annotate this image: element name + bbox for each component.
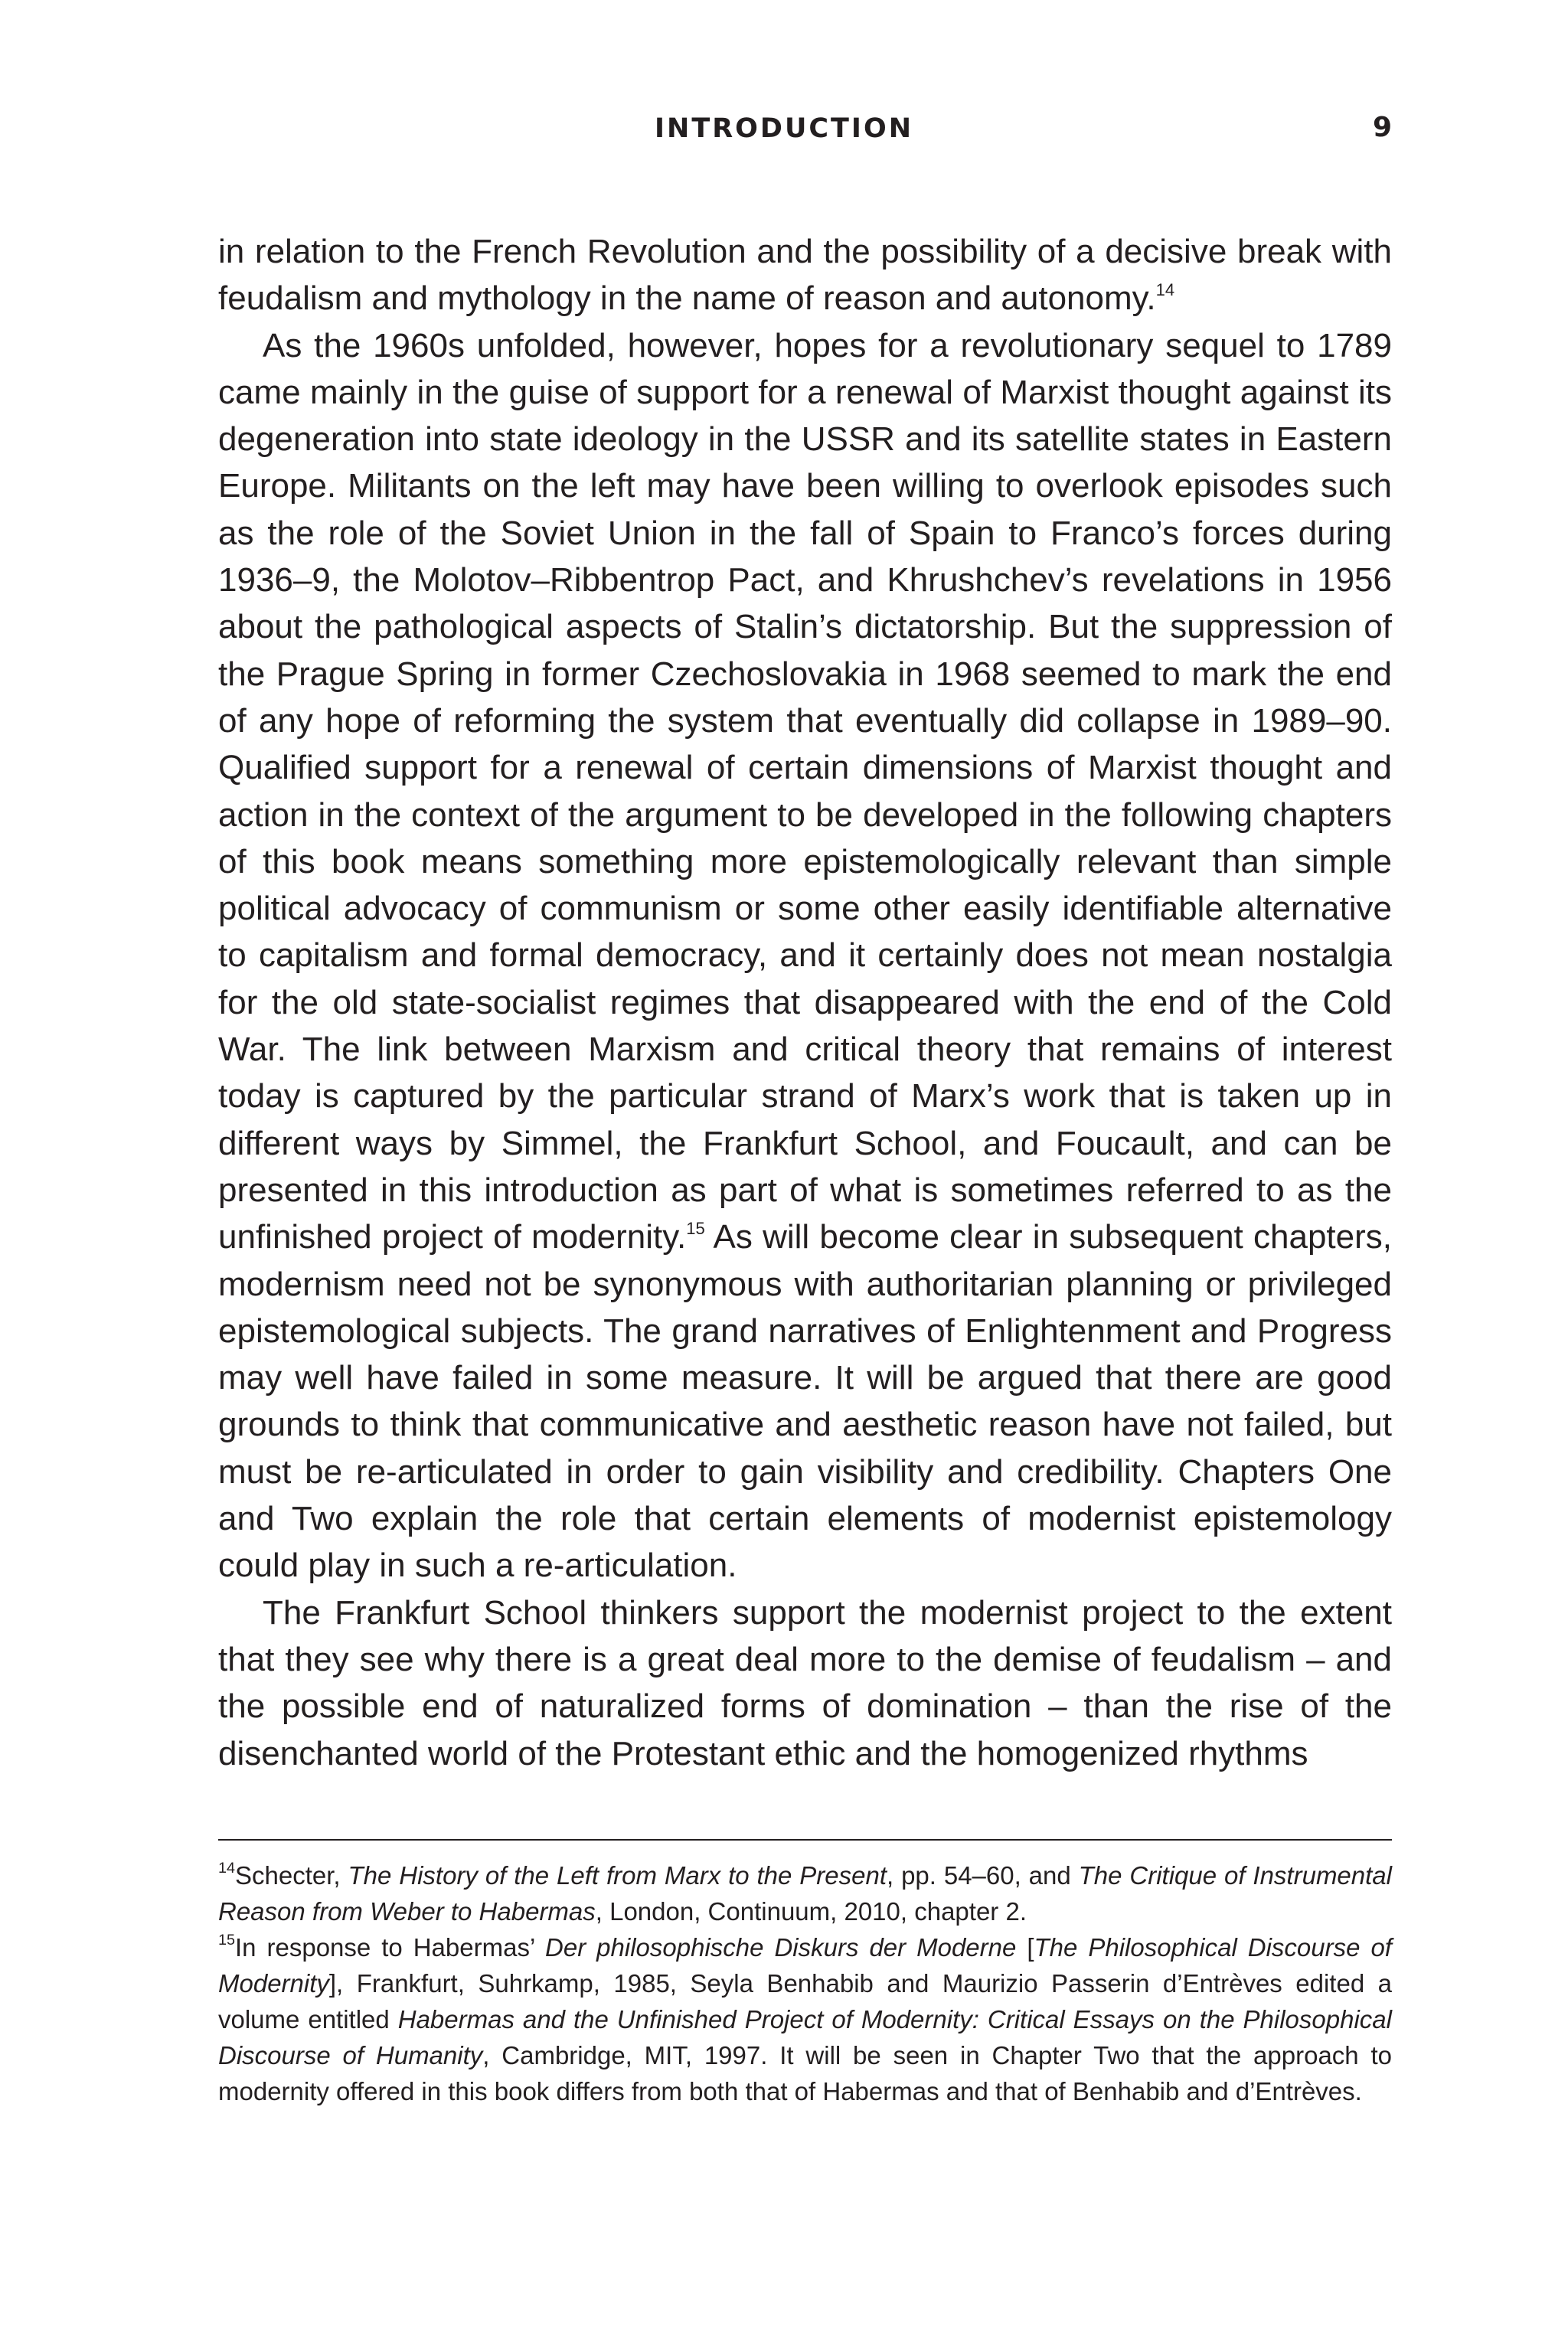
book-title: The Philosophical Discourse of Modernity (218, 1933, 1392, 1998)
paragraph-3-text: The Frankfurt School thinkers support the modernist project to the extent that they see why there is a great deal more to the demise of feudalism – and the possible end of naturalized forms of domination – than the rise of the disenchanted world of the Protestant ethic and the homogenized rhythms (218, 1593, 1392, 1772)
footnote-15 (218, 1929, 1392, 2109)
book-title: Der philosophische Diskurs der Moderne (545, 1933, 1017, 1962)
footnote-separator (218, 1839, 1392, 1841)
footnote-number: 14 (218, 1860, 236, 1877)
paragraph-1-text: in relation to the French Revolution and the possibility of a decisive break with feudalism and mythology in the name of reason and autonomy. (218, 233, 1392, 318)
running-head: INTRODUCTION (655, 113, 913, 144)
paragraph-2-text-a: As the 1960s unfolded, however, hopes for a revolutionary sequel to 1789 came mainly in the guise of support for a renewal of Marxist thought against its degeneration into state ideology in the USSR and its satellite states in Eastern Europe. Militants on the left may have been willing to overlook episodes such as the role of the Soviet Union in the fall of Spain to Franco’s forces during 1936–9, the Molotov–Ribbentrop Pact, and Khrushchev’s revelations in 1956 about the pathological aspects of Stalin’s dictatorship. But the suppression of the Prague Spring in former Czechoslovakia in 1968 seemed to mark the end of any hope of reforming the system that eventually did collapse in 1989–90. Qualified support for a renewal of certain dimensions of Marxist thought and action in the context of the argument to be developed in the following chapters of this book means something more epistemologically relevant than simple political advocacy of communism or some other easily identifiable alternative to capitalism and formal democracy, and it certainly does not mean nostalgia for the old state-socialist regimes that disappeared with the end of the Cold War. The link between Marxism and critical theory that remains of interest today is captured by the particular strand of Marx’s work that is taken up in different ways by Simmel, the Frankfurt School, and Foucault, and can be presented in this introduction as part of what is sometimes referred to as the unfinished project of modernity. (218, 326, 1392, 1256)
paragraph-1 (218, 228, 1392, 322)
footnote-ref-15: 15 (686, 1218, 705, 1238)
paragraph-2 (218, 322, 1392, 1589)
footnote-text: , pp. 54–60, and (887, 1861, 1079, 1890)
paragraph-2-text-b: As will become clear in subsequent chapters, modernism need not be synonymous with authoritarian planning or privileged epistemological subjects. The grand narratives of Enlightenment and Progress may well have failed in some measure. It will be argued that there are good grounds to think that communicative and aesthetic reason have not failed, but must be re-articulated in order to gain visibility and credibility. Chapters One and Two explain the role that certain elements of modernist epistemology could play in such a re-articulation. (218, 1218, 1392, 1585)
footnote-14 (218, 1857, 1392, 1929)
book-title: The Critique of Instrumental Reason from Weber to Habermas (218, 1861, 1392, 1926)
page-number: 9 (1372, 112, 1392, 143)
book-title: Habermas and the Unfinished Project of Modernity: Critical Essays on the Philosophical Discourse of Humanity (218, 2005, 1392, 2069)
footnote-text: , Cambridge, MIT, 1997. It will be seen in Chapter Two that the approach to modernity offered in this book differs from both that of Habermas and that of Benhabib and d’Entrèves. (218, 2041, 1393, 2105)
paragraph-3 (218, 1589, 1392, 1777)
footnote-text: In response to Habermas’ (235, 1933, 546, 1962)
footnote-text: Schecter, (235, 1861, 348, 1890)
footnotes (218, 1857, 1392, 2109)
footnote-text: [ (1016, 1933, 1034, 1962)
body-text (218, 228, 1392, 1777)
footnote-number: 15 (218, 1932, 236, 1949)
footnote-ref-14: 14 (1155, 279, 1175, 299)
footnote-text: , London, Continuum, 2010, chapter 2. (595, 1897, 1027, 1926)
book-title: The History of the Left from Marx to the Present (348, 1861, 887, 1890)
footnote-text: ], Frankfurt, Suhrkamp, 1985, Seyla Benhabib and Maurizio Passerin d’Entrèves edited a volume entitled (218, 1969, 1392, 2034)
